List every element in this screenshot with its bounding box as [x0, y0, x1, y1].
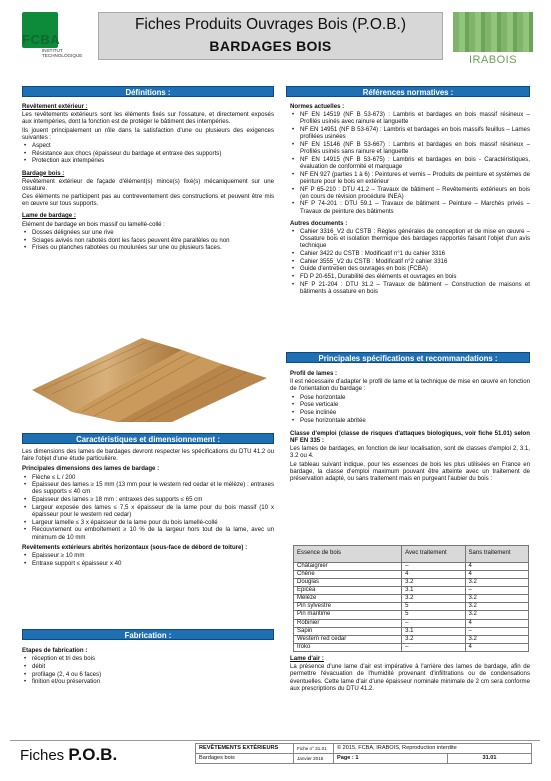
table-cell: Douglas — [294, 579, 402, 587]
list-item: • Frises ou planches rabotées ou moulurées sur une ou plusieurs faces. — [22, 244, 274, 251]
list-item: • Aspect — [22, 142, 274, 149]
list-item: • Résistance aux chocs (épaisseur du bardage et entraxe des supports) — [22, 150, 274, 157]
table-cell: 5 — [402, 611, 465, 619]
list-item: • Pose horizontale abritée — [290, 417, 530, 424]
footer-info-table — [195, 743, 532, 764]
bullet-list — [290, 394, 530, 424]
list-item: • Largeur exposée des lames ≤ 7,5 x épaisseur de la lame pour du bois massif (10 x épaisseur pour le western red cedar) — [22, 504, 274, 518]
heading-revetement: Revêtement extérieur : — [22, 103, 88, 110]
table-cell: 3.2 — [465, 595, 528, 603]
fcba-logo-subtitle: INSTITUT TECHNOLOGIQUE — [42, 48, 83, 59]
table-row — [294, 635, 529, 643]
list-item: • Entraxe support ≤ épaisseur x 40 — [22, 560, 274, 567]
list-item: • Protection aux intempéries — [22, 157, 274, 164]
table-header-cell: Avec traitement — [402, 546, 465, 563]
table-cell: 5 — [402, 603, 465, 611]
table-cell: Robinier — [294, 619, 402, 627]
fcba-logo — [22, 12, 92, 68]
table-row — [294, 579, 529, 587]
list-item: • débit — [22, 663, 274, 670]
bullet-list — [22, 474, 274, 541]
bullet-list — [290, 111, 530, 215]
section-specifications: Principales spécifications et recommandations : — [286, 352, 530, 363]
list-item: • Pose inclinée — [290, 409, 530, 416]
footer-category: REVÊTEMENTS EXTÉRIEURS — [196, 744, 294, 754]
table-cell: 3.2 — [402, 635, 465, 643]
table-cell: 3.1 — [402, 627, 465, 635]
table-header-cell: Sans traitement — [465, 546, 528, 563]
footer-fiche-number: Fiche n° 31.01 — [294, 744, 334, 754]
paragraph: Il est nécessaire d'adapter le profil de lame et la technique de mise en œuvre en fonction de l'orientation du bardage : — [290, 378, 530, 393]
table-header-row — [294, 546, 529, 563]
table-header-cell: Essence de bois — [294, 546, 402, 563]
list-item: • Pose horizontale — [290, 394, 530, 401]
heading-bardage: Bardage bois : — [22, 169, 65, 177]
list-item: • Pose verticale — [290, 401, 530, 408]
table-row — [294, 603, 529, 611]
table-cell: 3.2 — [465, 579, 528, 587]
list-item: • Guide d'entretien des ouvrages en bois (FCBA) — [290, 265, 530, 272]
section-fabrication: Fabrication : — [22, 629, 274, 640]
paragraph: Les lames de bardages, en fonction de leur localisation, sont de classes d'emploi 2, 3.1, 3.2 ou 4. — [290, 445, 530, 460]
table-row — [294, 587, 529, 595]
list-item: • Dosses délignées sur une rive — [22, 229, 274, 236]
footer-page: Page : 1 — [334, 754, 448, 764]
section-caracteristiques: Caractéristiques et dimensionnement : — [22, 433, 274, 444]
fcba-logo-text: FCBA — [22, 32, 61, 47]
list-item: • réception et tri des bois — [22, 655, 274, 662]
table-cell: – — [465, 587, 528, 595]
table-cell: Châtaignier — [294, 563, 402, 571]
list-item: • Sciages avivés non rabotés dont les faces peuvent être parallèles ou non — [22, 237, 274, 244]
title-box — [98, 12, 443, 60]
heading-lame-air: Lame d'air : — [290, 655, 324, 662]
footer — [10, 740, 540, 770]
list-item: • NF EN 14951 (NF B 53-674) : Lambris et bardages en bois massifs feuillus – Lames profilées usinées — [290, 126, 530, 140]
list-item: • NF EN 14519 (NF B 53-673) : Lambris et bardages en bois massif résineux – Profilés usinés avec rainure et languette — [290, 111, 530, 125]
list-item: • Epaisseur des lames ≥ 18 mm : entraxes des supports ≤ 65 cm — [22, 496, 274, 503]
table-cell: Chêne — [294, 571, 402, 579]
table-cell: 3.2 — [465, 611, 528, 619]
table-cell: 4 — [465, 643, 528, 651]
wood-cladding-photo — [22, 330, 274, 422]
table-row — [196, 744, 532, 754]
list-item: • NF P 21-204 : DTU 31.2 – Travaux de bâtiment – Construction de maisons et bâtiments à ossature en bois — [290, 281, 530, 295]
heading-autres: Autres documents : — [290, 219, 348, 227]
heading-lame: Lame de bardage : — [22, 212, 76, 220]
list-item: • Cahier 3422 du CSTB : Modificatif n°1 du cahier 3316 — [290, 250, 530, 257]
bullet-list — [22, 229, 274, 252]
table-cell: 4 — [465, 563, 528, 571]
list-item: • Cahier 3316_V2 du CSTB : Règles générales de conception et de mise en œuvre – Ossature bois et isolation thermique des bardages rapportés faisant l'objet d'un avis technique — [290, 228, 530, 250]
list-item: • profilage (2, 4 ou 6 faces) — [22, 671, 274, 678]
footer-brand — [20, 745, 117, 765]
list-item: • NF P 65-210 : DTU 41.2 – Travaux de bâtiment – Revêtements extérieurs en bois (en cours de révision procédure INEA) — [290, 186, 530, 200]
list-item: • NF P 74-201 : DTU 59.1 – Travaux de bâtiment – Peinture – Marchés privés – Travaux de peinture des bâtiments — [290, 200, 530, 214]
table-cell: 3.2 — [402, 579, 465, 587]
table-row — [294, 627, 529, 635]
paragraph: Le tableau suivant indique, pour les essences de bois les plus utilisées en France en bardage, la classe d'emploi maximum pouvant être atteinte avec un traitement de préservation adapté, ou sans traitement mais en purgeant l'aubier du bois : — [290, 460, 530, 482]
paragraph: Les dimensions des lames de bardages devront respecter les spécifications du DTU 41.2 ou faire l'objet d'une étude particulière. — [22, 448, 274, 463]
footer-date: Janvier 2015 — [294, 754, 334, 764]
table-row — [294, 563, 529, 571]
list-item: • Cahier 3555_V2 du CSTB : Modificatif n°2 cahier 3316 — [290, 258, 530, 265]
specifications-content — [290, 367, 530, 483]
table-row — [294, 611, 529, 619]
footer-product: Bardages bois — [196, 754, 294, 764]
bullet-list — [22, 552, 274, 567]
table-cell: – — [402, 563, 465, 571]
footer-brand-pob: P.O.B. — [68, 745, 118, 764]
bullet-list — [22, 142, 274, 165]
page-title: Fiches Produits Ouvrages Bois (P.O.B.) — [134, 16, 407, 33]
table-cell: Pin sylvestre — [294, 603, 402, 611]
table-cell: 4 — [465, 619, 528, 627]
fabrication-content — [22, 644, 274, 686]
paragraph: Elément de bardage en bois massif ou lamellé-collé : — [22, 220, 165, 228]
table-cell: – — [402, 619, 465, 627]
table-cell: Western red cedar — [294, 635, 402, 643]
list-item: • finition et/ou préservation — [22, 678, 274, 685]
table-cell: 3.2 — [465, 603, 528, 611]
wood-slats-icon — [453, 12, 533, 52]
table-cell: 4 — [465, 571, 528, 579]
section-references: Références normatives : — [286, 86, 530, 97]
table-cell: Sapin — [294, 627, 402, 635]
lame-air-content — [290, 652, 530, 693]
table-cell: – — [402, 643, 465, 651]
page-subtitle: BARDAGES BOIS — [209, 38, 332, 55]
footer-copyright: © 2015, FCBA, IRABOIS, Reproduction interdite — [334, 744, 532, 754]
footer-brand-prefix: Fiches — [20, 747, 65, 764]
paragraph: Les revêtements extérieurs sont les éléments fixés sur l'ossature, et directement exposés aux intempéries, dont la fonction est de protéger le bâtiment des intempéries. — [22, 111, 274, 126]
list-item: • Recouvrement ou emboîtement ≥ 10 % de la largeur hors tout de la lame, avec un minimum de 10 mm — [22, 526, 274, 540]
table-cell: 3.1 — [402, 587, 465, 595]
list-item: • Epaisseur des lames ≥ 15 mm (13 mm pour le western red cedar et le mélèze) : entraxes des supports ≤ 40 cm — [22, 481, 274, 495]
footer-code: 31.01 — [447, 754, 531, 764]
paragraph: La présence d'une lame d'air est impérative à l'arrière des lames de bardage, afin de permettre l'évacuation de l'humidité provenant d'infiltrations ou de condensations éventuelles. Cette lame d'air d'une épaisseur nominale minimale de 2 cm sera conforme aux prescriptions du DTU 41.2. — [290, 663, 530, 692]
irabois-logo — [453, 12, 533, 70]
table-cell: 3.2 — [465, 635, 528, 643]
paragraph: Ils jouent principalement un rôle dans la satisfaction d'une ou plusieurs des exigences suivantes : — [22, 126, 274, 141]
table-cell: Iroko — [294, 643, 402, 651]
paragraph: Ces éléments ne participent pas au contreventement des constructions et peuvent être mis en œuvre sur tous supports. — [22, 193, 274, 208]
references-content — [290, 100, 530, 296]
bullet-list — [22, 655, 274, 685]
table-row — [196, 754, 532, 764]
list-item: • FD P 20-651, Durabilité des éléments et ouvrages en bois — [290, 273, 530, 280]
irabois-logo-text: IRABOIS — [468, 54, 518, 66]
table-cell: Epicéa — [294, 587, 402, 595]
heading-etapes: Etapes de fabrication : — [22, 647, 88, 654]
table-cell: Mélèze — [294, 595, 402, 603]
section-definitions: Définitions : — [22, 86, 274, 97]
table-cell: – — [465, 627, 528, 635]
list-item: • NF EN 15146 (NF B 53-667) : Lambris et bardages en bois massif résineux – Profilés usinés sans rainure et languette — [290, 141, 530, 155]
table-row — [294, 619, 529, 627]
list-item: • NF EN 927 (parties 1 à 6) : Peintures et vernis – Produits de peinture et systèmes de peinture pour le bois en extérieur — [290, 171, 530, 185]
table-row — [294, 571, 529, 579]
heading-normes: Normes actuelles : — [290, 103, 345, 110]
table-cell: 4 — [402, 571, 465, 579]
list-item: • NF EN 14915 (NF B 53-675) : Lambris et bardages en bois - Caractéristiques, évaluation de conformité et marquage — [290, 156, 530, 170]
definitions-content — [22, 100, 274, 252]
list-item: • Largeur lamelle ≤ 3 x épaisseur de la lame pour du bois lamellé-collé — [22, 519, 274, 526]
table-cell: 3.2 — [402, 595, 465, 603]
caracteristiques-content — [22, 448, 274, 568]
bullet-list — [290, 228, 530, 295]
heading-profil: Profil de lames : — [290, 370, 338, 377]
heading-classe-emploi: Classe d'emploi (classe de risques d'attaques biologiques, voir fiche 51.01) selon NF EN 335 : — [290, 429, 530, 444]
heading-abrites: Revêtements extérieurs abrités horizontaux (sous-face de débord de toiture) : — [22, 543, 248, 551]
classe-emploi-table — [293, 545, 529, 652]
heading-dimensions: Principales dimensions des lames de bardage : — [22, 465, 160, 473]
table-row — [294, 595, 529, 603]
list-item: • Epaisseur ≥ 10 mm — [22, 552, 274, 559]
list-item: • Flèche ≤ L / 200 — [22, 474, 274, 481]
paragraph: Revêtement extérieur de façade d'élément(s) mince(s) fixé(s) mécaniquement sur une ossature. — [22, 177, 274, 192]
table-cell: Pin maritime — [294, 611, 402, 619]
table-row — [294, 643, 529, 651]
